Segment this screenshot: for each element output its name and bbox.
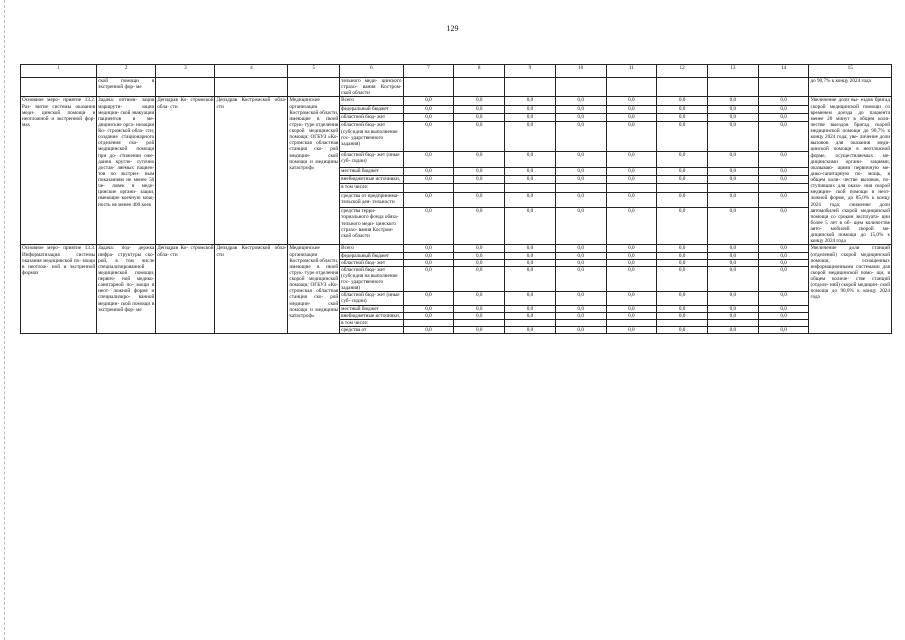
amount-cell: 0,0	[403, 305, 454, 312]
amount-cell	[758, 184, 809, 192]
amount-cell: 0,0	[606, 105, 657, 113]
amount-cell: 0,0	[403, 208, 454, 245]
col-number: 14	[758, 65, 809, 78]
amount-cell: 0,0	[403, 192, 454, 208]
amount-cell: 0,0	[657, 259, 708, 266]
funding-source: в том числе:	[340, 319, 403, 326]
amount-cell	[657, 184, 708, 192]
amount-cell: 0,0	[403, 122, 454, 152]
amount-cell	[454, 319, 505, 326]
carry-cell	[215, 78, 288, 97]
amount-cell	[606, 184, 657, 192]
col-number: 8	[454, 65, 505, 78]
amount-cell: 0,0	[403, 97, 454, 105]
amount-cell: 0,0	[403, 259, 454, 266]
amount-cell: 0,0	[505, 97, 556, 105]
amount-cell: 0,0	[758, 292, 809, 305]
amount-cell	[758, 319, 809, 326]
amount-cell: 0,0	[555, 266, 606, 292]
page-margin-rule	[4, 0, 5, 640]
funding-source: внебюджетные источники,	[340, 176, 403, 184]
amount-cell: 0,0	[708, 259, 759, 266]
amount-cell: 0,0	[505, 122, 556, 152]
amount-cell	[505, 319, 556, 326]
amount-cell: 0,0	[657, 292, 708, 305]
carry-cell	[708, 78, 759, 97]
amount-cell: 0,0	[505, 208, 556, 245]
carry-cell	[21, 78, 97, 97]
amount-cell: 0,0	[505, 326, 556, 333]
executor-cell: Депздрав Костромской обла- сти	[215, 97, 288, 245]
funding-source: областной бюд- жет (иные суб- сидии)	[340, 292, 403, 305]
amount-cell: 0,0	[657, 105, 708, 113]
amount-cell: 0,0	[403, 114, 454, 122]
amount-cell: 0,0	[657, 114, 708, 122]
amount-cell: 0,0	[505, 192, 556, 208]
amount-cell: 0,0	[555, 312, 606, 319]
amount-cell: 0,0	[657, 326, 708, 333]
amount-cell	[555, 319, 606, 326]
carryover-row	[21, 78, 892, 97]
expected-result: Увеличение доли станций (отделений) скорой медицинской помощи, оснащенных информационными системами для скорой медицинской помо- щи, в общем количе- стве станций (отделе- ний) скорой медицин- ской помощи до 90,0% к концу 2024 года	[809, 245, 892, 334]
carry-cell	[758, 78, 809, 97]
amount-cell: 0,0	[403, 245, 454, 252]
amount-cell: 0,0	[758, 152, 809, 168]
amount-cell: 0,0	[555, 97, 606, 105]
amount-cell: 0,0	[708, 192, 759, 208]
amount-cell: 0,0	[708, 176, 759, 184]
amount-cell: 0,0	[606, 176, 657, 184]
amount-cell: 0,0	[708, 167, 759, 175]
carry-cell	[606, 78, 657, 97]
amount-cell: 0,0	[657, 152, 708, 168]
amount-cell: 0,0	[606, 152, 657, 168]
amount-cell: 0,0	[606, 266, 657, 292]
col-number: 3	[156, 65, 215, 78]
amount-cell: 0,0	[555, 122, 606, 152]
amount-cell: 0,0	[708, 208, 759, 245]
amount-cell: 0,0	[555, 252, 606, 259]
funding-source: федеральный бюджет	[340, 105, 403, 113]
amount-cell: 0,0	[454, 176, 505, 184]
col-number: 6	[340, 65, 403, 78]
col-number: 15	[809, 65, 892, 78]
amount-cell: 0,0	[657, 97, 708, 105]
participant-cell: Медицинские организации Костромской области, имеющие в своей струк- туре отделения скорой медицинской помощи; ОГБУЗ «Ко- стромская областная станция ско- рой медицин- ской помощи и медицины катастроф»	[288, 97, 340, 245]
carry-cell	[555, 78, 606, 97]
col-number: 5	[288, 65, 340, 78]
amount-cell: 0,0	[758, 97, 809, 105]
amount-cell: 0,0	[403, 167, 454, 175]
amount-cell: 0,0	[657, 245, 708, 252]
funding-row	[21, 97, 892, 105]
amount-cell	[403, 184, 454, 192]
col-number: 1	[21, 65, 97, 78]
amount-cell: 0,0	[454, 97, 505, 105]
funding-source: средства терри- ториального фонда обяза- тельного меди- цинского страхо- вания Костром- ской области	[340, 208, 403, 245]
funding-source: местный бюджет	[340, 305, 403, 312]
amount-cell: 0,0	[758, 176, 809, 184]
amount-cell: 0,0	[708, 312, 759, 319]
carry-cell	[657, 78, 708, 97]
amount-cell: 0,0	[403, 176, 454, 184]
amount-cell: 0,0	[606, 245, 657, 252]
amount-cell: 0,0	[657, 167, 708, 175]
amount-cell: 0,0	[454, 259, 505, 266]
amount-cell: 0,0	[454, 122, 505, 152]
activity-title: Основное меро- приятие 13.3. Информатизация системы оказания медицинской по- мощи в неотлож- ной и экстренной формах	[21, 245, 97, 334]
amount-cell: 0,0	[454, 105, 505, 113]
funding-source: федеральный бюджет	[340, 252, 403, 259]
amount-cell: 0,0	[403, 105, 454, 113]
amount-cell: 0,0	[555, 305, 606, 312]
funding-source: средства от	[340, 326, 403, 333]
amount-cell: 0,0	[758, 259, 809, 266]
amount-cell: 0,0	[505, 245, 556, 252]
col-number: 10	[555, 65, 606, 78]
carry-cell	[288, 78, 340, 97]
amount-cell	[708, 184, 759, 192]
amount-cell: 0,0	[454, 208, 505, 245]
col-number: 4	[215, 65, 288, 78]
amount-cell: 0,0	[606, 292, 657, 305]
amount-cell	[606, 319, 657, 326]
task-text: Задача: под- держка инфра- структуры ско- рой, в том числе специализированной медицинской помощи, первич- ной медико- санитарной по- мощи в неот- ложной форме и специализиро- ванной медицин- ской помощи в экстренной фор- ме	[97, 245, 156, 334]
amount-cell: 0,0	[708, 152, 759, 168]
amount-cell: 0,0	[454, 266, 505, 292]
amount-cell: 0,0	[708, 105, 759, 113]
amount-cell: 0,0	[454, 252, 505, 259]
amount-cell: 0,0	[708, 292, 759, 305]
col-number: 13	[708, 65, 759, 78]
amount-cell: 0,0	[657, 122, 708, 152]
page-number: 129	[446, 24, 459, 33]
amount-cell: 0,0	[454, 192, 505, 208]
budget-table	[20, 64, 892, 334]
expected-result: Увеличение доли вы- ездов бригад скорой медицинской помощи со временем доезда до пациента менее 20 минут в общем коли- честве выездов бригад скорой медицинской помощи до 90,7% к концу 2024 года; уве- личение доли вызовов для оказания меди- цинской помощи в неотложной форме, осуществляемых ме- дицинскими органи- зациями, оказываю- щими первичную ме- дико-санитарную по- мощь, в общем коли- честве вызовов, по- ступивших для оказа- ния скорой медицин- ской помощи в неот- ложной форме, до 85,0% к концу 2024 года; снижение доли автомобилей скорой медицинской помощи со сроком эксплуата- ции более 5 лет в об- щем количестве авто- мобилей скорой ме- дицинской помощи до 15,0% к концу 2024 года	[810, 97, 890, 245]
col-number: 11	[606, 65, 657, 78]
funding-source: средства от предпринима- тельской дея- тельности	[340, 192, 403, 208]
amount-cell: 0,0	[403, 252, 454, 259]
amount-cell: 0,0	[555, 326, 606, 333]
amount-cell: 0,0	[606, 114, 657, 122]
executor-cell: Депздрав Костромской обла- сти	[215, 245, 288, 334]
amount-cell: 0,0	[505, 252, 556, 259]
amount-cell: 0,0	[555, 105, 606, 113]
amount-cell	[505, 184, 556, 192]
amount-cell: 0,0	[606, 259, 657, 266]
amount-cell: 0,0	[403, 326, 454, 333]
amount-cell: 0,0	[758, 245, 809, 252]
carry-cell	[454, 78, 505, 97]
amount-cell: 0,0	[657, 192, 708, 208]
amount-cell: 0,0	[505, 167, 556, 175]
amount-cell: 0,0	[555, 208, 606, 245]
amount-cell: 0,0	[454, 167, 505, 175]
col-number: 7	[403, 65, 454, 78]
col-number: 9	[505, 65, 556, 78]
participant-cell: Медицинские организации Костромской области, имеющие в своей струк- туре отделения скорой медицинской помощи; ОГБУЗ «Ко- стромская областная станция ско- рой медицин- ской помощи и медицины катастроф»	[288, 245, 340, 334]
funding-source: областной бюд- жет	[340, 114, 403, 122]
amount-cell: 0,0	[454, 292, 505, 305]
amount-cell: 0,0	[454, 152, 505, 168]
col-number: 12	[657, 65, 708, 78]
amount-cell: 0,0	[555, 114, 606, 122]
amount-cell: 0,0	[505, 292, 556, 305]
amount-cell: 0,0	[505, 105, 556, 113]
amount-cell	[555, 184, 606, 192]
carry-task-text: ской помощи в экстренной фор- ме	[97, 78, 156, 97]
carry-cell	[403, 78, 454, 97]
amount-cell: 0,0	[505, 266, 556, 292]
amount-cell: 0,0	[606, 312, 657, 319]
amount-cell	[454, 184, 505, 192]
col-number: 2	[97, 65, 156, 78]
amount-cell	[403, 319, 454, 326]
coordinator-cell: Депздрав Ко- стромской обла- сти	[156, 245, 215, 334]
amount-cell: 0,0	[708, 305, 759, 312]
column-number-row	[21, 65, 892, 78]
funding-source: областной бюд- жет (субсидия на выполнение гос- ударственного задания)	[340, 266, 403, 292]
amount-cell: 0,0	[606, 167, 657, 175]
funding-source: в том числе:	[340, 184, 403, 192]
amount-cell: 0,0	[555, 167, 606, 175]
amount-cell: 0,0	[555, 245, 606, 252]
amount-cell: 0,0	[555, 152, 606, 168]
funding-source: областной бюд- жет	[340, 259, 403, 266]
amount-cell: 0,0	[708, 266, 759, 292]
amount-cell: 0,0	[708, 326, 759, 333]
amount-cell: 0,0	[758, 266, 809, 292]
amount-cell	[708, 319, 759, 326]
amount-cell: 0,0	[505, 176, 556, 184]
amount-cell: 0,0	[758, 192, 809, 208]
amount-cell: 0,0	[555, 292, 606, 305]
amount-cell: 0,0	[708, 122, 759, 152]
amount-cell: 0,0	[505, 152, 556, 168]
amount-cell: 0,0	[708, 114, 759, 122]
amount-cell: 0,0	[403, 266, 454, 292]
activity-title: Основное меро- приятие 13.2. Раз- витие системы оказания меди- цинской помощи в неотложной и экстренной фор- мах	[21, 97, 97, 245]
funding-source: областной бюд- жет (субсидия на выполнение гос- ударственного задания)	[340, 122, 403, 152]
amount-cell: 0,0	[758, 122, 809, 152]
amount-cell: 0,0	[758, 114, 809, 122]
amount-cell: 0,0	[657, 252, 708, 259]
amount-cell: 0,0	[555, 259, 606, 266]
funding-source: областной бюд- жет (иные суб- сидии)	[340, 152, 403, 168]
amount-cell: 0,0	[505, 114, 556, 122]
amount-cell: 0,0	[454, 326, 505, 333]
funding-source: Всего	[340, 245, 403, 252]
amount-cell: 0,0	[403, 292, 454, 305]
amount-cell: 0,0	[708, 97, 759, 105]
carry-result-text: до 90,7% к концу 2024 года	[809, 78, 892, 97]
amount-cell: 0,0	[454, 114, 505, 122]
amount-cell: 0,0	[708, 245, 759, 252]
amount-cell: 0,0	[657, 208, 708, 245]
amount-cell: 0,0	[555, 176, 606, 184]
amount-cell: 0,0	[606, 97, 657, 105]
amount-cell: 0,0	[758, 326, 809, 333]
funding-source: внебюджетные источники,	[340, 312, 403, 319]
amount-cell: 0,0	[606, 305, 657, 312]
amount-cell: 0,0	[606, 326, 657, 333]
amount-cell: 0,0	[454, 312, 505, 319]
amount-cell: 0,0	[505, 305, 556, 312]
amount-cell: 0,0	[657, 312, 708, 319]
amount-cell: 0,0	[454, 245, 505, 252]
amount-cell: 0,0	[758, 305, 809, 312]
amount-cell: 0,0	[555, 192, 606, 208]
amount-cell: 0,0	[758, 252, 809, 259]
amount-cell: 0,0	[758, 105, 809, 113]
carry-cell	[505, 78, 556, 97]
amount-cell: 0,0	[758, 312, 809, 319]
amount-cell: 0,0	[758, 167, 809, 175]
amount-cell: 0,0	[403, 312, 454, 319]
amount-cell: 0,0	[505, 312, 556, 319]
coordinator-cell: Депздрав Ко- стромской обла- сти	[156, 97, 215, 245]
amount-cell: 0,0	[657, 176, 708, 184]
amount-cell: 0,0	[758, 208, 809, 245]
amount-cell: 0,0	[606, 208, 657, 245]
carry-cell	[156, 78, 215, 97]
task-text: Задача: оптими- зация маршрути- зации медицин- ской эвакуации пациентов в ме- дицинские орга- низации Ко- стромской обла- сти; создание стационарного отделения ско- рой медицинской помощи при до- стижении оже- дания кругло- суточно достав- ляемых пациен- тов по экстрен- ным показаниям не менее 50 че- ловек в меди- цинские органи- зации, имеющие коечную мощ- ность не менее 400 коек	[97, 97, 156, 245]
amount-cell	[657, 319, 708, 326]
carry-source-text: тельного меди- цинского страхо- вания Костром- ской области	[341, 78, 402, 97]
amount-cell: 0,0	[454, 305, 505, 312]
amount-cell: 0,0	[403, 152, 454, 168]
funding-row	[21, 245, 892, 252]
amount-cell: 0,0	[505, 259, 556, 266]
amount-cell: 0,0	[657, 305, 708, 312]
amount-cell: 0,0	[606, 122, 657, 152]
amount-cell: 0,0	[606, 252, 657, 259]
amount-cell: 0,0	[606, 192, 657, 208]
amount-cell: 0,0	[657, 266, 708, 292]
funding-source: местный бюджет	[340, 167, 403, 175]
amount-cell: 0,0	[708, 252, 759, 259]
funding-source: Всего	[340, 97, 403, 105]
